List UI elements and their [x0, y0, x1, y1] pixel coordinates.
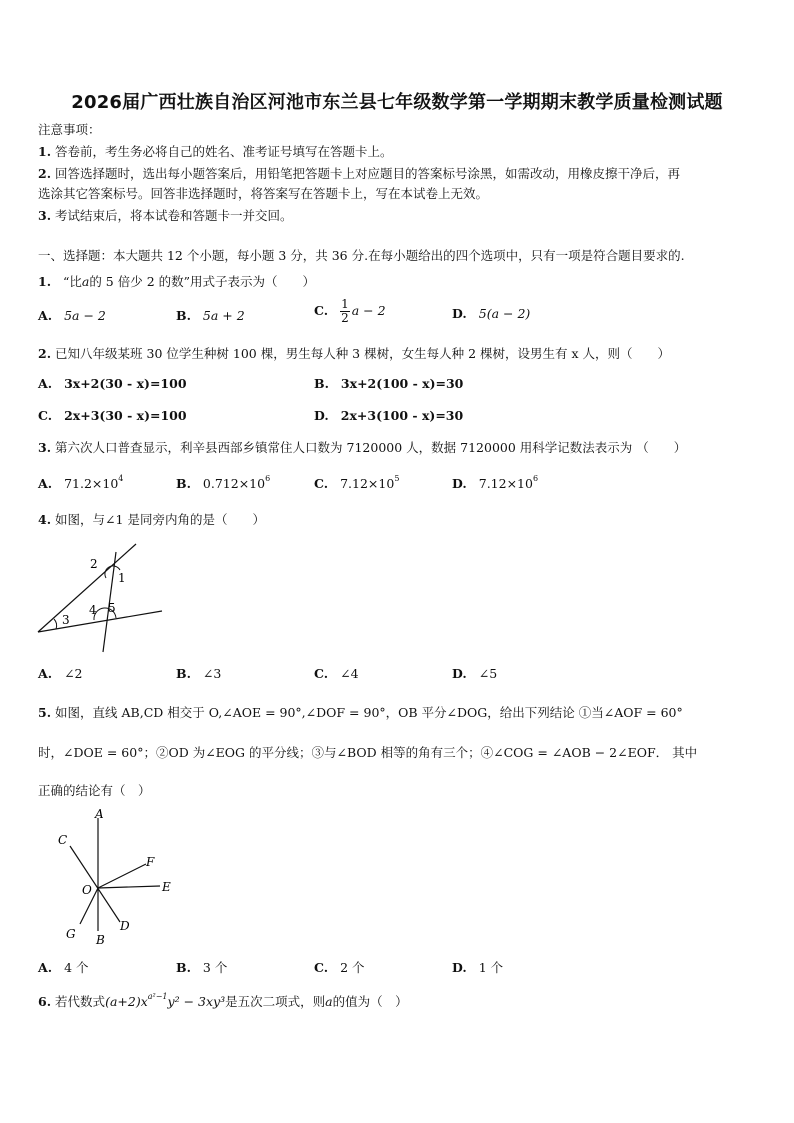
- variable: a: [325, 994, 333, 1009]
- question-3-option-c[interactable]: [314, 474, 399, 491]
- option-text: 2x+3(30 - x)=100: [64, 408, 187, 423]
- option-key: D.: [314, 408, 329, 423]
- option-base: 0.712×10: [202, 476, 266, 491]
- notice-item: [38, 206, 293, 224]
- question-5-stem-line3: 正确的结论有（ ）: [38, 783, 151, 798]
- stem-text: 若代数式: [55, 994, 106, 1009]
- notice-text: 答卷前，考生务必将自己的姓名、准考证号填写在答题卡上。: [55, 144, 393, 159]
- stem-text: 如图，与∠1 是同旁内角的是（ ）: [55, 512, 265, 527]
- option-key: B.: [176, 476, 191, 491]
- angle-figure: [30, 540, 170, 655]
- expression: (a+2)x: [105, 994, 148, 1009]
- question-number: 3.: [38, 440, 52, 455]
- option-text: 2 个: [340, 960, 365, 975]
- option-key: A.: [38, 476, 53, 491]
- point-label: O: [82, 883, 92, 897]
- notice-num: 3.: [38, 208, 52, 223]
- option-text: 2x+3(100 - x)=30: [340, 408, 464, 423]
- point-label: E: [162, 880, 171, 894]
- angle-label: 2: [90, 557, 98, 571]
- option-exponent: 6: [532, 474, 539, 483]
- expression: y² − 3xy³: [167, 994, 226, 1009]
- ray-oe: [98, 886, 160, 888]
- angle-label: 4: [89, 603, 97, 617]
- question-3-option-d[interactable]: [452, 474, 538, 491]
- option-key: D.: [452, 306, 467, 321]
- question-number: 6.: [38, 994, 52, 1009]
- point-label: G: [66, 927, 76, 941]
- option-key: B.: [176, 666, 191, 681]
- question-number: 5.: [38, 705, 52, 720]
- option-text: 4 个: [64, 960, 89, 975]
- option-key: C.: [314, 476, 329, 491]
- option-key: A.: [38, 960, 53, 975]
- question-2-stem: [38, 344, 670, 362]
- option-key: C.: [314, 960, 329, 975]
- intersecting-lines-figure: [50, 806, 180, 951]
- point-label: D: [120, 919, 130, 933]
- option-key: C.: [314, 303, 329, 318]
- point-label: A: [95, 807, 104, 821]
- option-key: A.: [38, 308, 53, 323]
- page-title: 2026届广西壮族自治区河池市东兰县七年级数学第一学期期末教学质量检测试题: [71, 92, 723, 113]
- fraction: [340, 298, 350, 325]
- question-4-option-b[interactable]: [176, 666, 221, 681]
- notice-num: 1.: [38, 144, 52, 159]
- question-4-stem: [38, 510, 265, 528]
- stem-text: “比: [62, 274, 82, 289]
- question-1-option-b[interactable]: [176, 308, 245, 323]
- option-text: 3x+2(30 - x)=100: [64, 376, 187, 391]
- question-4-option-c[interactable]: [314, 666, 359, 681]
- stem-text: 第六次人口普查显示，利辛县西部乡镇常住人口数为 7120000 人，数据 7120000 用科学记数法表示为 （ ）: [55, 440, 687, 455]
- point-label: B: [96, 933, 105, 947]
- notice-item: [38, 184, 488, 202]
- angle-label: 3: [62, 613, 70, 627]
- notice-text: 选涂其它答案标号。回答非选择题时，将答案写在答题卡上，写在本试卷上无效。: [38, 186, 489, 201]
- question-1-option-d[interactable]: [452, 306, 530, 321]
- option-key: D.: [452, 960, 467, 975]
- question-5-option-a[interactable]: [38, 958, 89, 976]
- option-text: ∠4: [340, 666, 359, 681]
- question-1-option-c[interactable]: [314, 298, 386, 325]
- notice-num: 2.: [38, 166, 52, 181]
- question-1-stem: [38, 272, 315, 290]
- notice-heading: 注意事项：: [38, 122, 101, 137]
- question-3-option-a[interactable]: [38, 474, 123, 491]
- notice-item: [38, 142, 393, 160]
- question-4-option-d[interactable]: [452, 666, 497, 681]
- option-text: ∠3: [202, 666, 222, 681]
- point-label: C: [58, 833, 68, 847]
- numerator: 1: [341, 297, 349, 311]
- option-key: D.: [452, 476, 467, 491]
- option-text: ∠2: [64, 666, 83, 681]
- question-5-option-c[interactable]: [314, 958, 365, 976]
- angle-arc: [54, 619, 57, 629]
- option-exponent: 6: [265, 474, 271, 483]
- angle-label: 1: [118, 571, 126, 585]
- option-text: ∠5: [478, 666, 498, 681]
- question-2-option-a[interactable]: [38, 376, 187, 391]
- option-key: D.: [452, 666, 467, 681]
- section-heading: 一、选择题：本大题共 12 个小题，每小题 3 分，共 36 分.在每小题给出的四个选项中，只有一项是符合题目要求的.: [38, 248, 685, 263]
- stem-text: 是五次二项式，则: [225, 994, 326, 1009]
- question-6-stem: [38, 992, 408, 1010]
- question-number: 2.: [38, 346, 52, 361]
- question-2-option-c[interactable]: [38, 408, 187, 423]
- stem-text: 的 5 倍少 2 的数”用式子表示为（ ）: [89, 274, 316, 289]
- notice-text: 回答选择题时，选出每小题答案后，用铅笔把答题卡上对应题目的答案标号涂黑，如需改动，用橡皮擦干净后，再: [55, 166, 681, 181]
- option-key: A.: [38, 376, 53, 391]
- option-base: 71.2×10: [64, 476, 119, 491]
- question-5-option-b[interactable]: [176, 958, 227, 976]
- question-3-stem: [38, 438, 686, 456]
- option-key: C.: [314, 666, 329, 681]
- option-key: A.: [38, 666, 53, 681]
- base-line: [38, 611, 162, 632]
- question-4-option-a[interactable]: [38, 666, 83, 681]
- stem-text: 如图，直线 AB,CD 相交于 O,∠AOE = 90°,∠DOF = 90°，OB 平分∠DOG，给出下列结论 ①当∠AOF = 60°: [55, 705, 683, 720]
- option-text: a − 2: [351, 303, 386, 318]
- option-key: B.: [176, 960, 191, 975]
- option-text: 1 个: [478, 960, 504, 975]
- notice-text: 考试结束后，将本试卷和答题卡一并交回。: [55, 208, 293, 223]
- variable: a: [81, 274, 90, 289]
- exponent: a²−1: [147, 992, 168, 1001]
- question-5-stem-line1: [38, 703, 683, 721]
- stem-text: 的值为（ ）: [332, 994, 408, 1009]
- question-5-stem-line2: 时，∠DOE = 60°；②OD 为∠EOG 的平分线；③与∠BOD 相等的角有三个；④∠COG = ∠AOB − 2∠EOF． 其中: [38, 745, 698, 760]
- option-text: 3 个: [202, 960, 228, 975]
- ray-of: [98, 864, 146, 888]
- stem-text: 已知八年级某班 30 位学生种树 100 棵，男生每人种 3 棵树，女生每人种 2 棵树，设男生有 x 人，则（ ）: [55, 346, 671, 361]
- option-key: B.: [314, 376, 329, 391]
- denominator: 2: [341, 311, 349, 325]
- transversal-line: [38, 544, 136, 632]
- option-text: 5a + 2: [202, 308, 245, 323]
- notice-item: [38, 164, 680, 182]
- option-text: 5(a − 2): [478, 306, 531, 321]
- angle-label: 5: [108, 601, 116, 615]
- question-3-option-b[interactable]: [176, 474, 270, 491]
- point-label: F: [146, 855, 155, 869]
- option-base: 7.12×10: [340, 476, 395, 491]
- option-exponent: 5: [394, 474, 400, 483]
- option-text: 3x+2(100 - x)=30: [340, 376, 464, 391]
- question-2-option-b[interactable]: [314, 376, 463, 391]
- option-key: C.: [38, 408, 53, 423]
- question-number: 4.: [38, 512, 52, 527]
- question-1-option-a[interactable]: [38, 308, 106, 323]
- line-cd: [70, 846, 120, 922]
- question-number: 1.: [38, 274, 52, 289]
- question-2-option-d[interactable]: [314, 408, 463, 423]
- option-exponent: 4: [118, 474, 124, 483]
- option-key: B.: [176, 308, 191, 323]
- option-text: 5a − 2: [64, 308, 106, 323]
- option-base: 7.12×10: [478, 476, 533, 491]
- question-5-option-d[interactable]: [452, 958, 503, 976]
